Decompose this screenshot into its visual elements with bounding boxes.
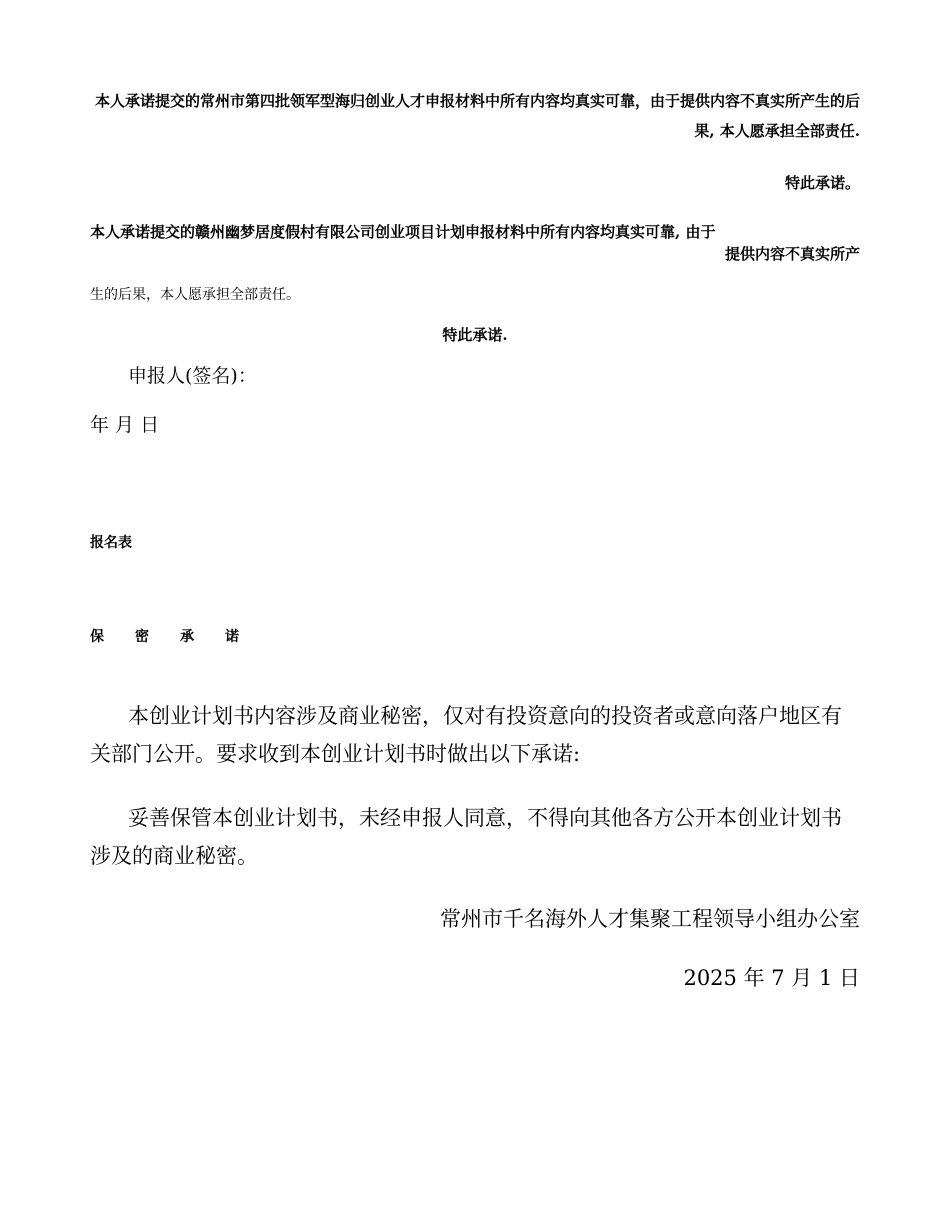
promise-2-line-1: 本人承诺提交的赣州幽梦居度假村有限公司创业项目计划申报材料中所有内容均真实可靠, 由于	[90, 223, 716, 241]
promise-2-line-2: 提供内容不真实所产	[724, 245, 860, 263]
confidentiality-heading: 保密承诺	[90, 629, 270, 645]
signature-date: 年 月 日	[90, 414, 160, 436]
issue-date: 2025 年 7 月 1 日	[683, 966, 860, 990]
confidential-paragraph-2: 妥善保管本创业计划书，未经申报人同意，不得向其他各方公开本创业计划书涉及的商业秘密。	[90, 806, 842, 868]
promise-2-closing: 特此承诺.	[442, 326, 508, 344]
registration-form-heading: 报名表	[90, 535, 132, 551]
confidential-paragraph-1: 本创业计划书内容涉及商业秘密，仅对有投资意向的投资者或意向落户地区有关部门公开。要求收到本创业计划书时做出以下承诺:	[90, 704, 842, 766]
promise-1-text: 本人承诺提交的常州市第四批领军型海归创业人才申报材料中所有内容均真实可靠，由于提供内容不真实所产生的后果, 本人愿承担全部责任.	[94, 92, 860, 140]
promise-2-line-3: 生的后果，本人愿承担全部责任。	[90, 287, 300, 303]
applicant-signature-label: 申报人(签名)：	[128, 365, 257, 387]
issuing-office: 常州市千名海外人才集聚工程领导小组办公室	[440, 907, 860, 931]
promise-1-closing: 特此承诺。	[784, 174, 860, 192]
